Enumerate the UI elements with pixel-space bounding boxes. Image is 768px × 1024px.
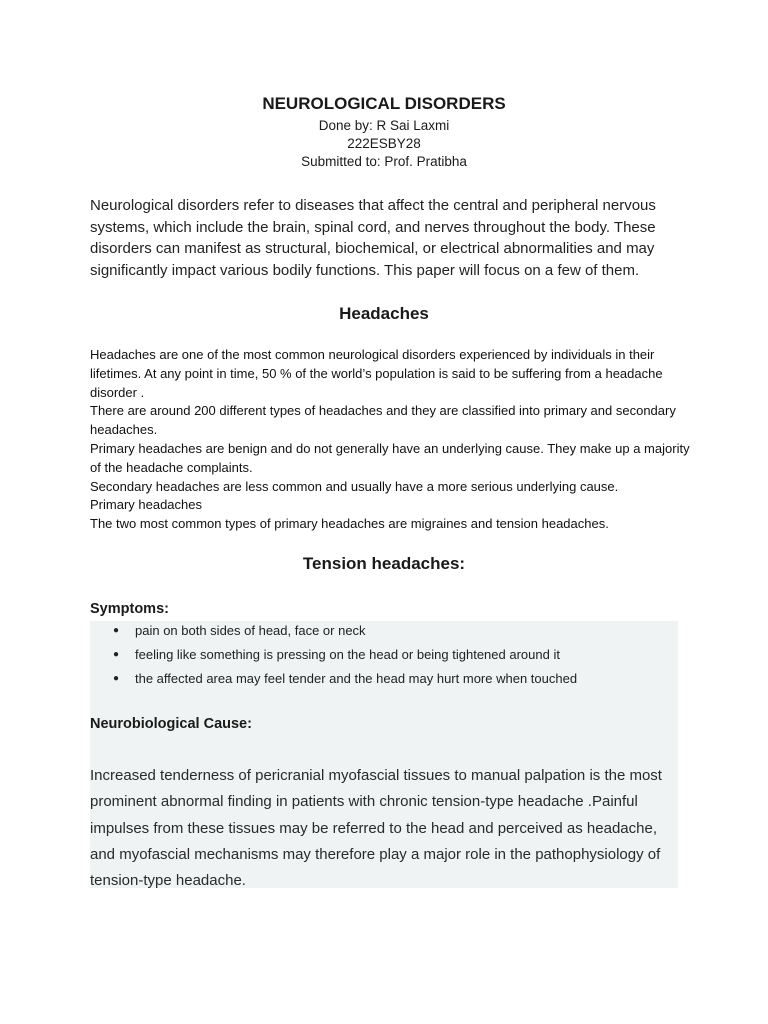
- list-item: [90, 621, 678, 645]
- headaches-paragraph: Secondary headaches are less common and usually have a more serious underlying cause.: [90, 478, 619, 494]
- intro-paragraph: Neurological disorders refer to diseases that affect the central and peripheral nervous systems, which include the brain, spinal cord, and nerves throughout the body. These disorders can manifest as structural, biochemical, or electrical abnormalities and may significantly impact various bodily functions. This paper will focus on a few of them.: [90, 197, 656, 279]
- cause-paragraph: Increased tenderness of pericranial myofascial tissues to manual palpation is the most prominent abnormal finding in patients with chronic tension-type headache .Painful impulses from these tissues may be referred to the head and perceived as headache, and myofascial mechanisms may therefore play a major role in the pathophysiology of tension-type headache.: [90, 767, 662, 890]
- bullet-icon: ●: [113, 625, 120, 636]
- symptoms-heading: Symptoms:: [90, 601, 169, 617]
- list-item: [90, 669, 678, 693]
- neurobiological-cause-heading: Neurobiological Cause:: [90, 716, 252, 732]
- headaches-body: [90, 346, 690, 534]
- headaches-paragraph: The two most common types of primary headaches are migraines and tension headaches.: [90, 516, 609, 532]
- headaches-heading: Headaches: [339, 304, 429, 323]
- symptoms-list: [90, 621, 678, 693]
- author-line: Done by: R Sai Laxmi: [318, 118, 450, 133]
- headaches-paragraph: There are around 200 different types of headaches and they are classified into primary and secondary headaches.: [90, 403, 676, 438]
- bullet-icon: ●: [113, 673, 120, 684]
- headaches-paragraph: Headaches are one of the most common neurological disorders experienced by individuals in their lifetimes. At any point in time, 50 % of the world’s population is said to be suffering from a headache disorder .: [90, 347, 663, 400]
- bullet-icon: ●: [113, 649, 120, 660]
- list-item: [90, 645, 678, 669]
- symptom-text: pain on both sides of head, face or neck: [135, 623, 366, 638]
- headaches-paragraph: Primary headaches: [90, 497, 202, 513]
- headaches-paragraph: Primary headaches are benign and do not generally have an underlying cause. They make up a majority of the headache complaints.: [90, 440, 690, 475]
- document-title: NEUROLOGICAL DISORDERS: [262, 94, 506, 113]
- tension-headaches-heading: Tension headaches:: [302, 554, 466, 573]
- symptom-text: feeling like something is pressing on the head or being tightened around it: [135, 647, 560, 662]
- roll-number: 222ESBY28: [347, 136, 421, 151]
- submitted-to-line: Submitted to: Prof. Pratibha: [301, 154, 467, 169]
- symptom-text: the affected area may feel tender and the head may hurt more when touched: [135, 671, 578, 686]
